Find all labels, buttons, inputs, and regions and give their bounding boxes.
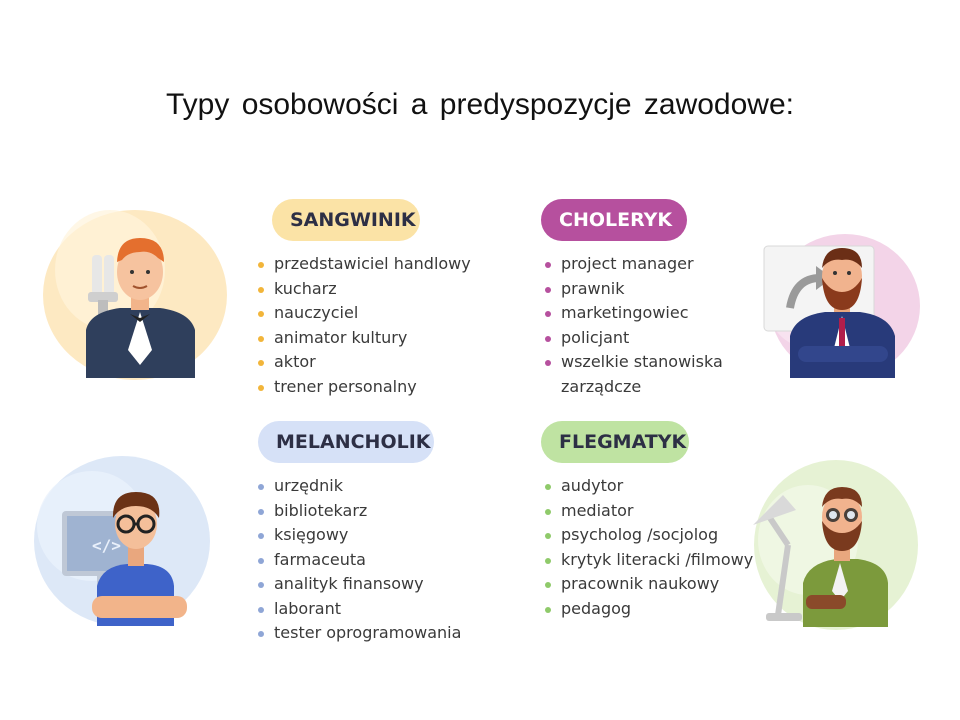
bullet-icon	[258, 558, 264, 564]
job-label: pracownik naukowy	[561, 574, 720, 593]
bullet-icon	[545, 533, 551, 539]
flegmatyk-badge: FLEGMATYK	[541, 421, 689, 463]
job-item	[258, 523, 461, 548]
job-label: analityk finansowy	[274, 574, 424, 593]
bullet-icon	[545, 262, 551, 268]
job-item	[258, 375, 471, 400]
job-label: project manager	[561, 254, 694, 273]
bullet-icon	[545, 607, 551, 613]
job-item	[258, 548, 461, 573]
job-item	[258, 326, 471, 351]
job-item	[258, 499, 461, 524]
scientist-icon	[748, 455, 920, 635]
bullet-icon	[258, 484, 264, 490]
bullet-icon	[545, 484, 551, 490]
job-item	[545, 301, 723, 326]
job-item	[545, 572, 753, 597]
bullet-icon	[258, 311, 264, 317]
job-label: księgowy	[274, 525, 349, 544]
job-label: pedagog	[561, 598, 632, 618]
programmer-icon	[22, 446, 212, 641]
bullet-icon	[545, 360, 551, 366]
job-label: kucharz	[274, 278, 337, 298]
bullet-icon	[258, 533, 264, 539]
bullet-icon	[258, 336, 264, 342]
sangwinik-badge: SANGWINIK	[272, 199, 420, 241]
bullet-icon	[258, 385, 264, 391]
sangwinik-job-list	[258, 252, 471, 399]
bullet-icon	[258, 287, 264, 293]
job-label: zarządcze	[561, 376, 642, 396]
job-label: policjant	[561, 327, 630, 347]
job-label: aktor	[274, 352, 316, 371]
job-item	[545, 326, 723, 351]
bullet-icon	[258, 509, 264, 515]
melancholik-badge: MELANCHOLIK	[258, 421, 434, 463]
bullet-icon	[258, 631, 264, 637]
job-label: audytor	[561, 476, 624, 495]
job-label: wszelkie stanowiska	[561, 352, 723, 371]
bullet-icon	[258, 582, 264, 588]
melancholik-job-list	[258, 474, 461, 646]
job-item	[545, 474, 753, 499]
job-label: nauczyciel	[274, 303, 359, 322]
bearded-manager-icon	[750, 218, 920, 388]
job-item	[258, 621, 461, 646]
job-label: laborant	[274, 598, 341, 618]
job-label: przedstawiciel handlowy	[274, 254, 471, 273]
job-item	[545, 350, 723, 375]
job-item	[545, 499, 753, 524]
bullet-icon	[545, 311, 551, 317]
job-label: mediator	[561, 500, 634, 520]
job-item	[545, 597, 753, 622]
job-label: marketingowiec	[561, 303, 689, 322]
bullet-icon	[258, 360, 264, 366]
chef-man-icon	[40, 200, 230, 385]
job-label: trener personalny	[274, 376, 417, 396]
flegmatyk-job-list	[545, 474, 753, 621]
job-item	[545, 375, 723, 400]
job-item	[545, 523, 753, 548]
bullet-icon	[258, 607, 264, 613]
choleryk-badge: CHOLERYK	[541, 199, 687, 241]
job-label: psycholog /socjolog	[561, 525, 719, 544]
job-label: farmaceuta	[274, 549, 366, 569]
job-label: urzędnik	[274, 476, 343, 495]
job-item	[545, 277, 723, 302]
bullet-icon	[258, 262, 264, 268]
job-item	[545, 252, 723, 277]
choleryk-job-list	[545, 252, 723, 399]
page-title: Typy osobowości a predyspozycje zawodowe:	[166, 88, 794, 121]
job-item	[258, 252, 471, 277]
bullet-icon	[545, 582, 551, 588]
job-label: krytyk literacki /filmowy	[561, 549, 754, 569]
job-item	[258, 301, 471, 326]
bullet-icon	[545, 287, 551, 293]
job-item	[258, 350, 471, 375]
job-label: tester oprogramowania	[274, 623, 462, 642]
job-label: prawnik	[561, 278, 625, 298]
bullet-icon	[545, 509, 551, 515]
job-item	[258, 572, 461, 597]
job-label: bibliotekarz	[274, 500, 368, 520]
job-item	[258, 277, 471, 302]
job-item	[258, 597, 461, 622]
bullet-icon	[545, 336, 551, 342]
bullet-icon	[545, 558, 551, 564]
code-glyph: </>	[92, 536, 121, 555]
job-item	[258, 474, 461, 499]
job-item	[545, 548, 753, 573]
job-label: animator kultury	[274, 327, 408, 347]
